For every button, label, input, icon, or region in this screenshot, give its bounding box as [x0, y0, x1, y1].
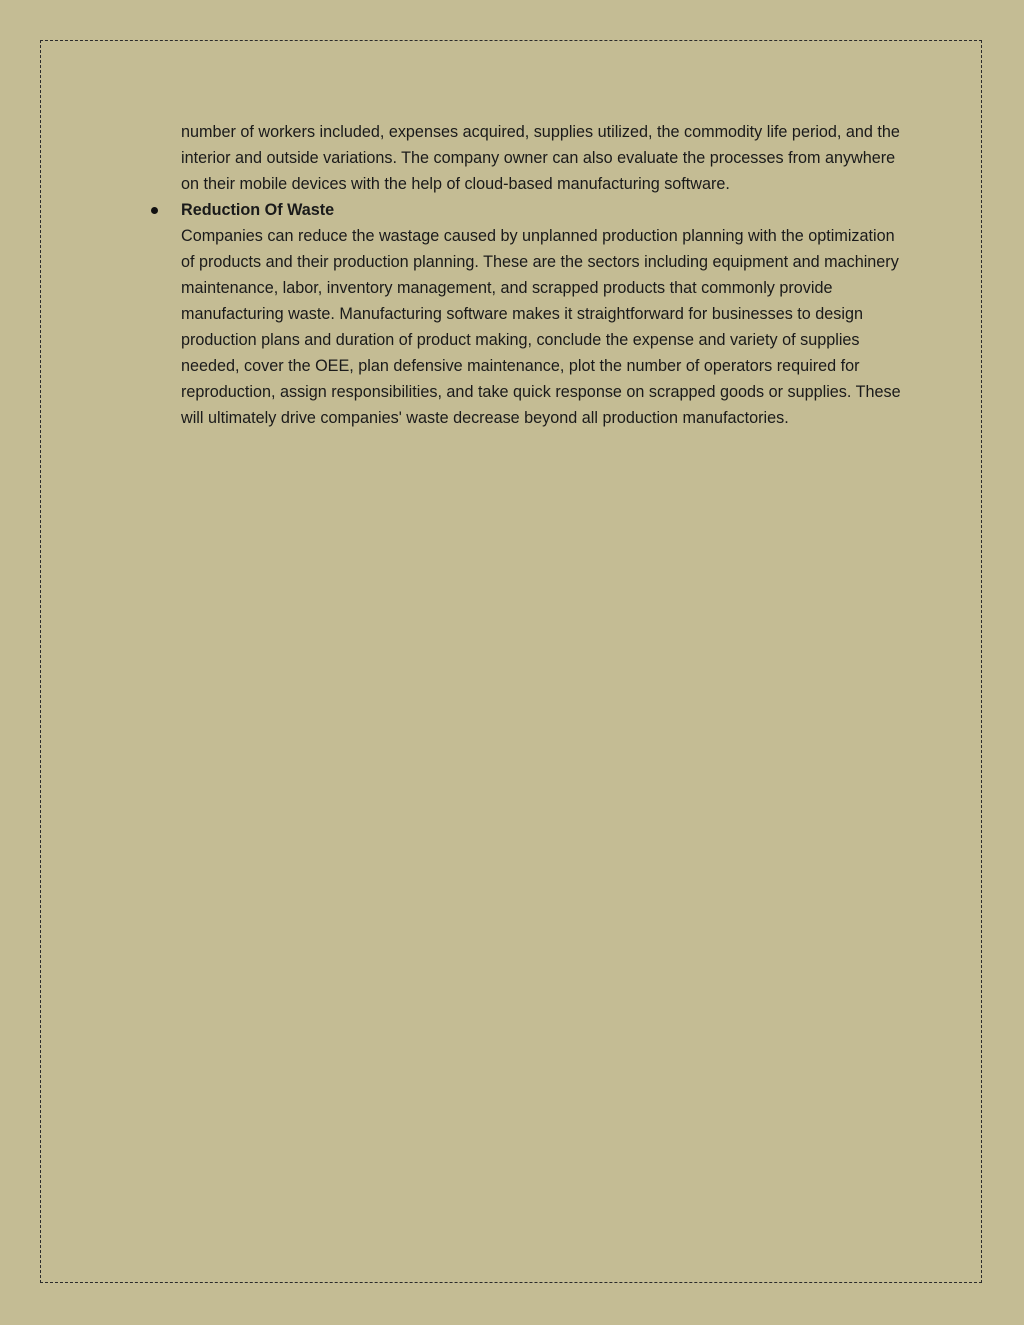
bullet-body: Companies can reduce the wastage caused by unplanned production planning with the optimization of products and their production planning. These are the sectors including equipment and machinery maintenance, labor, inventory management, and scrapped products that commonly provide manufacturing waste. Manufacturing software makes it straightforward for businesses to design production plans and duration of product making, conclude the expense and variety of supplies needed, cover the OEE, plan defensive maintenance, plot the number of operators required for reproduction, assign responsibilities, and take quick response on scrapped goods or supplies. These will ultimately drive companies' waste decrease beyond all production manufactories. — [181, 227, 901, 427]
continued-paragraph: number of workers included, expenses acquired, supplies utilized, the commodity life period, and the interior and outside variations. The company owner can also evaluate the processes from anywhere on their mobile devices with the help of cloud-based manufacturing software. — [181, 123, 900, 193]
document-body — [181, 119, 911, 431]
bullet-item-reduction-of-waste — [181, 197, 911, 431]
bullet-heading: Reduction Of Waste — [181, 201, 335, 219]
bullet-icon — [151, 207, 158, 214]
